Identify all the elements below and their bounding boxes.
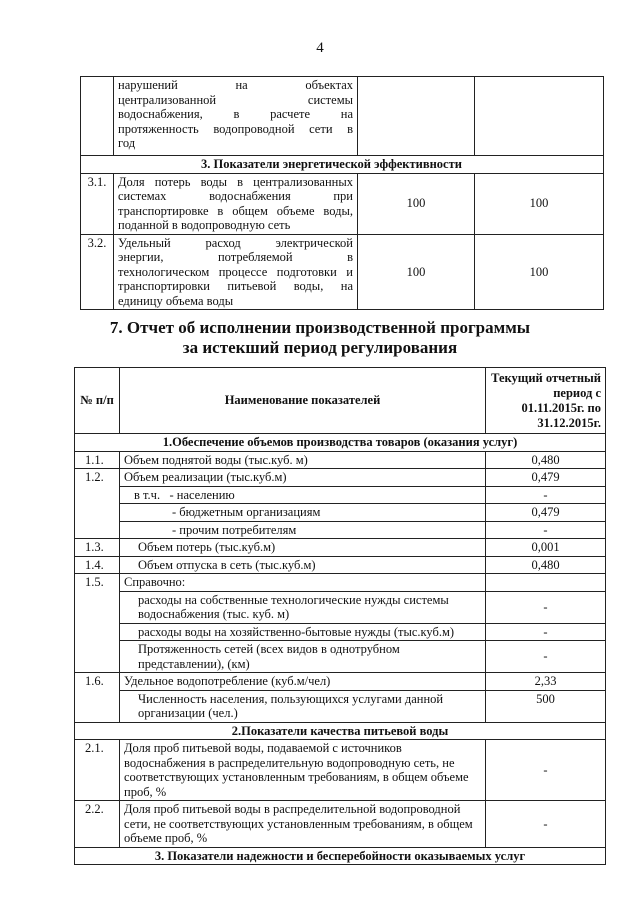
indicator-name: Объем отпуска в сеть (тыс.куб.м) (120, 556, 486, 574)
section-header-row (75, 847, 606, 865)
table-row (75, 801, 606, 848)
table-row (75, 521, 606, 539)
section-header: 3. Показатели надежности и бесперебойности оказываемых услуг (75, 847, 606, 865)
section-header-row (75, 722, 606, 740)
value-cell: 500 (486, 690, 606, 722)
value-cell: 0,479 (486, 469, 606, 487)
row-number: 3.2. (81, 234, 114, 310)
row-number: 3.1. (81, 173, 114, 234)
table-row (75, 504, 606, 522)
row-number: 1.1. (75, 451, 120, 469)
table-row (75, 673, 606, 691)
indicator-name: - прочим потребителям (120, 521, 486, 539)
section-header: 3. Показатели энергетической эффективности (81, 156, 604, 174)
table-row (75, 574, 606, 592)
value-cell: - (486, 740, 606, 801)
table-row (75, 486, 606, 504)
table-row (75, 539, 606, 557)
header-name: Наименование показателей (120, 368, 486, 434)
row-number-cell (81, 77, 114, 156)
indicator-name: Справочно: (120, 574, 486, 592)
table-row (75, 451, 606, 469)
indicator-name: Численность населения, пользующихся услугами данной организации (чел.) (120, 690, 486, 722)
indicator-name: Доля проб питьевой воды в распределительной водопроводной сети, не соответствующих установленным требованиям, в общем объеме проб, % (120, 801, 486, 848)
value-cell: - (486, 641, 606, 673)
value-cell: 0,480 (486, 451, 606, 469)
indicator-name-cell: Удельный расход электрической энергии, потребляемой в технологическом процессе подготовки и транспортировки питьевой воды, на единицу объема воды (114, 234, 358, 310)
page-number: 4 (316, 40, 324, 56)
indicator-name: Удельное водопотребление (куб.м/чел) (120, 673, 486, 691)
value-cell: - (486, 521, 606, 539)
value-cell: 0,001 (486, 539, 606, 557)
value-cell (358, 77, 475, 156)
value-cell (486, 574, 606, 592)
indicator-name: в т.ч. - населению (120, 486, 486, 504)
row-number: 1.6. (75, 673, 120, 723)
header-num: № п/п (75, 368, 120, 434)
table-header-row (75, 368, 606, 434)
value-cell: - (486, 591, 606, 623)
value-cell: 100 (358, 173, 475, 234)
value-cell: 100 (358, 234, 475, 310)
indicator-name-cell: нарушений на объектах централизованной системы водоснабжения, в расчете на протяженность водопроводной сети в год (114, 77, 358, 156)
row-number: 2.1. (75, 740, 120, 801)
table-row (81, 77, 604, 156)
value-cell: 0,480 (486, 556, 606, 574)
value-cell: - (486, 486, 606, 504)
value-cell: - (486, 801, 606, 848)
indicator-name: - бюджетным организациям (120, 504, 486, 522)
section-header: 1.Обеспечение объемов производства товаров (оказания услуг) (75, 434, 606, 452)
value-cell: 100 (475, 234, 604, 310)
table-row (75, 591, 606, 623)
report-title: 7. Отчет об исполнении производственной программы за истекший период регулирования (109, 318, 531, 357)
indicator-name: расходы на собственные технологические нужды системы водоснабжения (тыс. куб. м) (120, 591, 486, 623)
value-cell: 0,479 (486, 504, 606, 522)
header-period: Текущий отчетный период с 01.11.2015г. по 31.12.2015г. (486, 368, 606, 434)
row-number: 2.2. (75, 801, 120, 848)
indicator-name: Объем потерь (тыс.куб.м) (120, 539, 486, 557)
table-row (75, 469, 606, 487)
table-row (81, 234, 604, 310)
indicators-table-continued (80, 76, 604, 310)
value-cell: 2,33 (486, 673, 606, 691)
value-cell (475, 77, 604, 156)
indicator-name: Доля проб питьевой воды, подаваемой с источников водоснабжения в распределительную водопроводную сеть, не соответствующих установленным требованиям, в общем объеме проб, % (120, 740, 486, 801)
table-row (75, 623, 606, 641)
table-row (81, 173, 604, 234)
indicator-name: Объем реализации (тыс.куб.м) (120, 469, 486, 487)
table-row (75, 740, 606, 801)
indicator-name: Объем поднятой воды (тыс.куб. м) (120, 451, 486, 469)
value-cell: - (486, 623, 606, 641)
section-header-row (81, 156, 604, 174)
value-cell: 100 (475, 173, 604, 234)
row-number: 1.3. (75, 539, 120, 557)
row-number: 1.5. (75, 574, 120, 673)
table-row (75, 641, 606, 673)
section-header: 2.Показатели качества питьевой воды (75, 722, 606, 740)
row-number: 1.2. (75, 469, 120, 539)
section-header-row (75, 434, 606, 452)
production-program-report-table (74, 367, 606, 865)
indicator-name: расходы воды на хозяйственно-бытовые нужды (тыс.куб.м) (120, 623, 486, 641)
table-row (75, 690, 606, 722)
table-row (75, 556, 606, 574)
indicator-name: Протяженность сетей (всех видов в однотрубном представлении), (км) (120, 641, 486, 673)
indicator-name-cell: Доля потерь воды в централизованных системах водоснабжения при транспортировке в общем объеме воды, поданной в водопроводную сеть (114, 173, 358, 234)
row-number: 1.4. (75, 556, 120, 574)
